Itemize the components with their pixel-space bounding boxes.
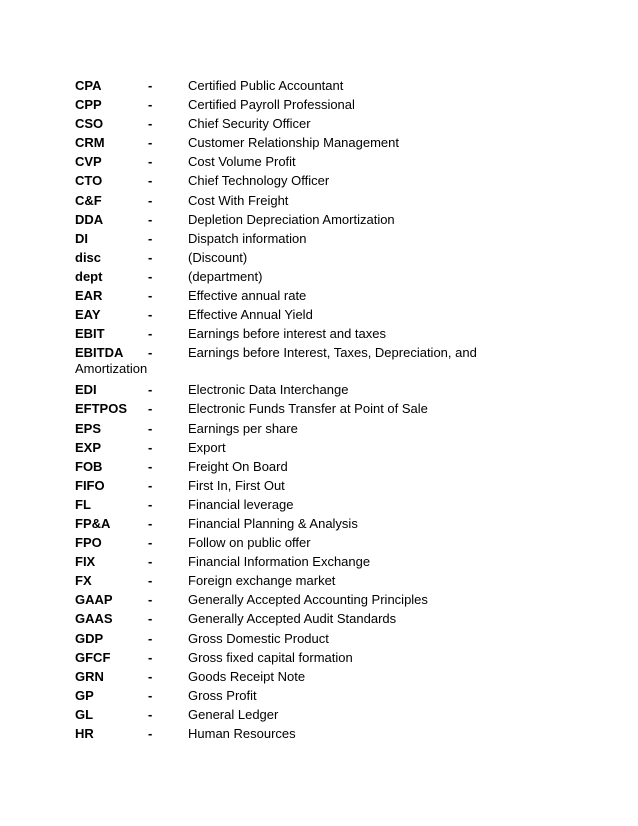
glossary-row xyxy=(75,399,575,418)
separator-dash: - xyxy=(148,477,153,493)
separator-dash: - xyxy=(148,192,153,208)
abbreviation-term: GAAP xyxy=(75,592,113,608)
glossary-row xyxy=(75,95,575,114)
glossary-row xyxy=(75,705,575,724)
separator-dash: - xyxy=(148,592,153,608)
abbreviation-definition: Earnings per share xyxy=(188,420,298,436)
glossary-row xyxy=(75,305,575,324)
abbreviation-definition: Export xyxy=(188,439,226,455)
abbreviation-term: CVP xyxy=(75,154,102,170)
glossary-row xyxy=(75,590,575,609)
glossary-row xyxy=(75,648,575,667)
glossary-row xyxy=(75,114,575,133)
abbreviation-definition: Depletion Depreciation Amortization xyxy=(188,211,395,227)
separator-dash: - xyxy=(148,345,153,361)
abbreviation-definition: Chief Technology Officer xyxy=(188,173,330,189)
separator-dash: - xyxy=(148,230,153,246)
glossary-row xyxy=(75,476,575,495)
abbreviation-definition: Freight On Board xyxy=(188,458,288,474)
abbreviation-definition: Earnings before Interest, Taxes, Depreciation, and xyxy=(188,345,477,361)
separator-dash: - xyxy=(148,401,153,417)
glossary-row xyxy=(75,343,575,380)
abbreviation-term: CPP xyxy=(75,97,102,113)
abbreviation-term: FIX xyxy=(75,554,96,570)
glossary-row xyxy=(75,133,575,152)
abbreviation-definition: (Discount) xyxy=(188,249,248,265)
separator-dash: - xyxy=(148,249,153,265)
abbreviation-term: FL xyxy=(75,496,91,512)
abbreviation-definition: First In, First Out xyxy=(188,477,285,493)
abbreviation-term: GFCF xyxy=(75,649,111,665)
separator-dash: - xyxy=(148,496,153,512)
abbreviation-definition: Certified Payroll Professional xyxy=(188,97,355,113)
abbreviation-definition: Gross Profit xyxy=(188,687,257,703)
abbreviation-term: CPA xyxy=(75,78,102,93)
glossary-row xyxy=(75,495,575,514)
abbreviation-term: HR xyxy=(75,726,94,741)
separator-dash: - xyxy=(148,211,153,227)
separator-dash: - xyxy=(148,78,153,93)
glossary-row xyxy=(75,533,575,552)
glossary-row xyxy=(75,724,575,743)
abbreviation-definition: Effective Annual Yield xyxy=(188,307,313,323)
separator-dash: - xyxy=(148,439,153,455)
abbreviation-definition: Goods Receipt Note xyxy=(188,668,306,684)
separator-dash: - xyxy=(148,649,153,665)
abbreviation-definition: Customer Relationship Management xyxy=(188,135,399,151)
abbreviation-definition: Effective annual rate xyxy=(188,288,307,304)
abbreviation-definition: Earnings before interest and taxes xyxy=(188,326,387,342)
glossary-row xyxy=(75,267,575,286)
glossary-row xyxy=(75,248,575,267)
glossary-row xyxy=(75,629,575,648)
glossary-row xyxy=(75,552,575,571)
abbreviation-term: EBIT xyxy=(75,326,105,342)
separator-dash: - xyxy=(148,630,153,646)
abbreviation-definition: Gross fixed capital formation xyxy=(188,649,353,665)
abbreviation-term: C&F xyxy=(75,192,102,208)
abbreviation-term: GAAS xyxy=(75,611,113,627)
separator-dash: - xyxy=(148,382,153,398)
separator-dash: - xyxy=(148,307,153,323)
abbreviation-definition: Gross Domestic Product xyxy=(188,630,329,646)
abbreviation-definition: (department) xyxy=(188,268,263,284)
abbreviation-definition: Generally Accepted Audit Standards xyxy=(188,611,397,627)
abbreviation-term: FPO xyxy=(75,535,102,551)
abbreviation-term: GP xyxy=(75,687,94,703)
abbreviation-definition: Financial leverage xyxy=(188,496,294,512)
separator-dash: - xyxy=(148,116,153,132)
abbreviation-term: EPS xyxy=(75,420,102,436)
abbreviation-definition: Financial Planning & Analysis xyxy=(188,515,358,531)
separator-dash: - xyxy=(148,726,153,741)
abbreviation-term: FP&A xyxy=(75,515,111,531)
abbreviation-term: dept xyxy=(75,268,103,284)
glossary-row xyxy=(75,609,575,628)
glossary-row xyxy=(75,514,575,533)
abbreviation-term: EBITDA xyxy=(75,345,124,361)
glossary-row xyxy=(75,76,575,95)
separator-dash: - xyxy=(148,173,153,189)
abbreviation-term: CTO xyxy=(75,173,103,189)
separator-dash: - xyxy=(148,154,153,170)
abbreviation-definition: Human Resources xyxy=(188,726,296,741)
glossary-row xyxy=(75,286,575,305)
separator-dash: - xyxy=(148,668,153,684)
abbreviation-definition: Dispatch information xyxy=(188,230,307,246)
abbreviation-definition: Electronic Data Interchange xyxy=(188,382,349,398)
glossary-row xyxy=(75,457,575,476)
abbreviation-definition: Certified Public Accountant xyxy=(188,78,344,93)
abbreviation-term: disc xyxy=(75,249,102,265)
abbreviation-term: EAY xyxy=(75,307,101,323)
abbreviation-definition: Cost With Freight xyxy=(188,192,289,208)
abbreviation-definition: Foreign exchange market xyxy=(188,573,336,589)
abbreviation-term: EXP xyxy=(75,439,102,455)
abbreviation-definition: Electronic Funds Transfer at Point of Sale xyxy=(188,401,428,417)
glossary-row xyxy=(75,324,575,343)
abbreviation-term: FOB xyxy=(75,458,103,474)
abbreviation-term: DDA xyxy=(75,211,104,227)
separator-dash: - xyxy=(148,611,153,627)
separator-dash: - xyxy=(148,288,153,304)
separator-dash: - xyxy=(148,420,153,436)
separator-dash: - xyxy=(148,515,153,531)
separator-dash: - xyxy=(148,97,153,113)
definition-continuation: Amortization xyxy=(75,361,148,377)
abbreviation-term: DI xyxy=(75,230,88,246)
abbreviation-term: FX xyxy=(75,573,92,589)
abbreviation-term: GDP xyxy=(75,630,104,646)
separator-dash: - xyxy=(148,458,153,474)
separator-dash: - xyxy=(148,573,153,589)
abbreviation-glossary xyxy=(75,76,575,743)
abbreviation-term: FIFO xyxy=(75,477,105,493)
separator-dash: - xyxy=(148,135,153,151)
abbreviation-definition: General Ledger xyxy=(188,706,279,722)
abbreviation-term: GL xyxy=(75,706,94,722)
glossary-row xyxy=(75,380,575,399)
glossary-row xyxy=(75,229,575,248)
glossary-row xyxy=(75,571,575,590)
glossary-row xyxy=(75,171,575,190)
glossary-row xyxy=(75,191,575,210)
abbreviation-definition: Cost Volume Profit xyxy=(188,154,296,170)
glossary-row xyxy=(75,152,575,171)
separator-dash: - xyxy=(148,268,153,284)
glossary-row xyxy=(75,686,575,705)
glossary-row xyxy=(75,438,575,457)
abbreviation-term: CRM xyxy=(75,135,105,151)
abbreviation-definition: Chief Security Officer xyxy=(188,116,311,132)
abbreviation-term: EDI xyxy=(75,382,97,398)
separator-dash: - xyxy=(148,706,153,722)
abbreviation-definition: Financial Information Exchange xyxy=(188,554,371,570)
separator-dash: - xyxy=(148,687,153,703)
separator-dash: - xyxy=(148,554,153,570)
glossary-row xyxy=(75,210,575,229)
abbreviation-term: CSO xyxy=(75,116,104,132)
separator-dash: - xyxy=(148,535,153,551)
abbreviation-term: GRN xyxy=(75,668,104,684)
abbreviation-term: EFTPOS xyxy=(75,401,128,417)
glossary-row xyxy=(75,419,575,438)
glossary-row xyxy=(75,667,575,686)
abbreviation-definition: Follow on public offer xyxy=(188,535,311,551)
abbreviation-term: EAR xyxy=(75,288,103,304)
abbreviation-definition: Generally Accepted Accounting Principles xyxy=(188,592,428,608)
separator-dash: - xyxy=(148,326,153,342)
